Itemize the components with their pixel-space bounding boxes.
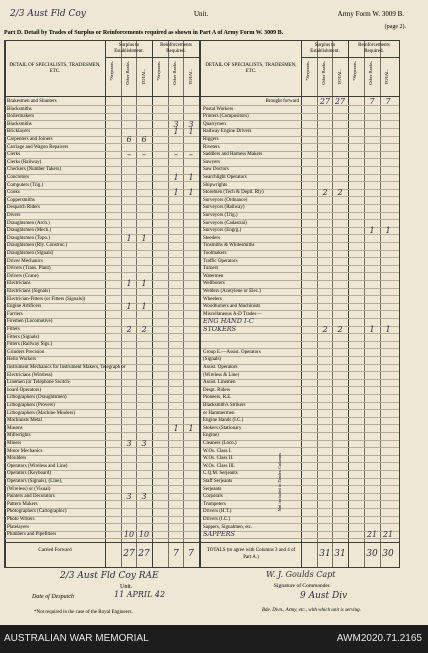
total-count: 30 — [366, 549, 378, 559]
trade-label: Fitters (Signals) — [7, 334, 40, 340]
trade-count: 1 — [173, 173, 179, 182]
trade-label: or Hammermen — [203, 410, 235, 416]
trade-label: STOKERS — [203, 325, 237, 333]
detail-heading-right: DETAIL OF SPECIALISTS, TRADESMEN, ETC. — [205, 63, 297, 74]
trade-label: Drivers (H.T.) — [203, 509, 232, 515]
trade-count: 3 — [126, 492, 132, 502]
trade-label: Clerks (Railway) — [7, 159, 42, 165]
trade-label: Operators (Keyboard) — [7, 471, 52, 477]
trade-label: Corporals — [203, 494, 223, 500]
col-serjeants: *Serjeants. — [352, 61, 357, 81]
trade-label: board Operators) — [7, 387, 42, 393]
trade-label: Draughtsmen (Arch.) — [7, 220, 50, 226]
trade-count: 21 — [366, 530, 378, 540]
formation-handwritten: 9 Aust Div — [300, 591, 348, 601]
trade-count: 27 — [334, 97, 346, 106]
trade-label: Drivers (Crane) — [7, 273, 39, 279]
caption-right: AWM2020.71.2165 — [336, 633, 422, 644]
reinforcements-heading-right: Reinforcements Required. — [358, 43, 390, 54]
trade-count: 1 — [126, 279, 132, 289]
total-count: 31 — [334, 549, 346, 559]
page-reference: (page 2). — [384, 24, 406, 30]
trade-label: Painters and Decorators — [7, 494, 55, 500]
trade-label: Driver Mechanics — [7, 258, 43, 264]
archive-caption — [0, 625, 428, 653]
trade-label: Storemen (Tech & Deptl. Rly) — [203, 190, 264, 196]
trade-label: Clerks — [7, 152, 21, 158]
trade-label: Tinsmiths & Whitesmiths — [203, 243, 255, 249]
trade-label: Surveyors (Cadastral) — [203, 220, 247, 226]
trade-count: 1 — [173, 188, 179, 198]
trade-label — [203, 334, 299, 341]
trade-count: 27 — [319, 97, 331, 106]
total-label: TOTALS (to agree with Columns 3 and 4 of Part A.) — [206, 548, 296, 560]
trade-label: Draughtsmen (Topo.) — [7, 235, 50, 241]
trade-label: Wheelers — [203, 296, 222, 302]
total-count: 27 — [138, 549, 150, 559]
trade-count: 1 — [173, 127, 179, 137]
trade-label: Turners — [203, 266, 219, 272]
trade-count: – — [142, 150, 146, 160]
trade-count: 1 — [126, 302, 132, 312]
trade-count: 3 — [126, 439, 132, 448]
trade-count: 2 — [322, 188, 328, 198]
trade-label: Millwrights — [7, 433, 31, 439]
trade-label: Cleaners (Loco.) — [203, 441, 237, 446]
formation-label: Bde. Divn., Army, etc., with which unit is serving. — [262, 608, 361, 613]
total-count: 27 — [123, 549, 135, 559]
trade-label: Serjeants — [203, 486, 222, 492]
trade-count: 1 — [369, 325, 375, 334]
trade-label: Surveyors (Ordnance) — [203, 197, 248, 203]
trade-label: Concretors — [7, 175, 29, 180]
row-rule — [201, 538, 399, 539]
footer-unit-label: Unit. — [120, 584, 133, 590]
trade-label: Lithographers (Provers) — [7, 403, 55, 408]
trade-label: Engine) — [203, 433, 219, 439]
col-serjeants: *Serjeants. — [156, 61, 161, 81]
trade-label — [203, 341, 299, 348]
trade-label: Coppersmiths — [7, 197, 35, 203]
trade-label: Plumbers and Pipefitters — [7, 532, 57, 538]
trade-label: Checkers (Number Takers) — [7, 167, 61, 173]
trade-label: Saddlers and Harness Makers — [203, 152, 263, 158]
date-label: Date of Despatch — [32, 594, 74, 600]
trade-count: 1 — [141, 279, 147, 289]
col-other-ranks: Other Ranks. — [321, 61, 326, 85]
unit-label: Unit. — [194, 10, 209, 18]
trade-label: Surveyors (Railway) — [203, 205, 245, 211]
trade-label: Searchlight Operators — [203, 175, 247, 180]
trade-label: Operators (Wireless and Line) — [7, 463, 68, 469]
trade-count: 7 — [369, 97, 375, 106]
col-other-ranks: Other Ranks. — [172, 61, 177, 85]
trade-label: Despatch Riders — [7, 205, 40, 211]
trade-label: Linemen (or Telephone Switch- — [7, 380, 71, 386]
total-count: 7 — [173, 549, 179, 559]
trade-count: 10 — [123, 530, 135, 540]
trade-count: 2 — [141, 325, 147, 334]
trade-count: 1 — [385, 325, 391, 334]
trade-label: Riveters — [203, 144, 220, 150]
trade-label: Fitters — [7, 327, 20, 332]
trade-count: 1 — [188, 127, 194, 137]
trade-count: 6 — [126, 135, 132, 144]
trade-label: Surveyors (Trig.) — [203, 213, 238, 218]
trade-label: Brakesmen and Shunters — [7, 99, 57, 104]
trade-label: Electricians (Signals) — [7, 289, 50, 294]
trade-label: Photographers (Cartographic) — [7, 509, 67, 515]
trade-label: Fitters (Railway Sigs.) — [7, 342, 53, 348]
trade-label: Quarrymen — [203, 121, 226, 127]
trade-label: Trumpeters — [203, 501, 226, 507]
signature-handwritten: W. J. Goulds Capt — [266, 570, 336, 579]
col-other-ranks: Other Ranks. — [125, 61, 130, 85]
form-footer — [4, 568, 398, 625]
trade-label: Computers (Trig.) — [7, 182, 44, 188]
trade-label: Photo Writers — [7, 517, 35, 522]
trade-label: SAPPERS — [203, 530, 235, 539]
trade-label: Divers — [7, 213, 21, 218]
signature-label: Signature of Commander. — [274, 583, 331, 589]
trade-count: 1 — [141, 233, 147, 243]
trade-label: (Signals) — [203, 357, 222, 363]
date-handwritten: 11 APRIL 42 — [114, 590, 166, 599]
trade-label: Operators (Signals), (Line), — [7, 479, 63, 484]
detail-heading-left: DETAIL OF SPECIALISTS, TRADESMEN, ETC. — [9, 63, 101, 74]
trade-label: Pioneers, R.E. — [203, 395, 232, 401]
trade-count: – — [189, 150, 193, 160]
col-serjeants: *Serjeants. — [305, 61, 310, 81]
trade-label: Blacksmiths — [7, 121, 32, 127]
col-total: TOTAL. — [188, 69, 193, 85]
part-title: Part D. Detail by Trades of Surplus or Reinforcements required as shown in Part A of Army Form W. 3009 B. — [4, 30, 284, 36]
trade-count: 1 — [141, 302, 147, 312]
trade-label: Postal Workers — [203, 106, 234, 112]
trade-count: 1 — [385, 226, 391, 236]
trade-label: Lithographers (Draughtsmen) — [7, 395, 67, 401]
surplus-heading-left: Surplus to Establishment. — [114, 43, 144, 54]
trade-label: Carriage and Wagon Repairers — [7, 144, 69, 150]
trade-label: Steeders — [203, 235, 220, 241]
trade-count: 21 — [382, 530, 394, 540]
trade-label: Lithographers (Machine Minders) — [7, 410, 76, 416]
trade-label: Cooks — [7, 190, 20, 196]
trade-label: Shipwrights — [203, 182, 228, 188]
trade-label: Railway Engine Drivers — [203, 129, 252, 135]
trade-label: Assist. Linemen — [203, 380, 236, 386]
trade-label: Engine Hands (I.C.) — [203, 418, 244, 424]
trade-label: Instrument Mechanics for Instrument Makers, Telegraph or — [7, 365, 126, 370]
trade-label: Welders (Acetylene or Elec.) — [203, 289, 261, 294]
trade-label: Grinders Precision — [7, 349, 45, 355]
col-other-ranks: Other Ranks. — [368, 61, 373, 85]
trade-count: 2 — [337, 325, 343, 334]
trade-label: Draughtsmen (Mech.) — [7, 228, 52, 234]
trade-label: Motor Mechanics — [7, 448, 43, 454]
trade-label: Helio Workers — [7, 357, 37, 363]
trade-count: 3 — [141, 439, 147, 448]
trade-count: 1 — [188, 173, 194, 182]
col-total: TOTAL. — [337, 69, 342, 85]
trade-label: Electrician-Fitters (or Fitters (Signals)) — [7, 296, 86, 302]
trade-count: 6 — [141, 135, 147, 144]
trade-label: Woodturners and Machinists — [203, 304, 261, 310]
total-count: 7 — [188, 549, 194, 559]
trade-label: Drivers (I.C.) — [203, 517, 231, 522]
trade-label: Drivers (Trans. Plant) — [7, 266, 51, 272]
col-serjeants: *Serjeants. — [109, 61, 114, 81]
reinforcements-heading-left: Reinforcements Required. — [160, 43, 192, 54]
trade-label: Electricians (Wireless) — [7, 372, 53, 378]
col-total: TOTAL. — [384, 69, 389, 85]
total-count: 31 — [319, 549, 331, 559]
trade-label: Bricklayers — [7, 129, 31, 135]
trade-label: Draughtsmen (Rly. Construc.) — [7, 243, 68, 249]
trade-label: Miscellaneous A-D Trades— — [203, 311, 262, 317]
trade-count: 1 — [126, 233, 132, 243]
trade-label: Moulders — [7, 456, 27, 462]
trade-label: Printers (Compositors) — [203, 114, 249, 120]
trade-count: 2 — [322, 325, 328, 334]
trade-label: Brought forward — [265, 99, 299, 104]
trade-label: Blacksmith's Strikers — [203, 403, 246, 408]
trade-label: Group E.—Assist. Operators — [203, 349, 261, 355]
trade-label: Draughtsmen (Signals) — [7, 251, 54, 256]
trade-count: 1 — [369, 226, 375, 236]
trade-label: Miners — [7, 441, 22, 446]
trade-label: Sappers, Signalmen, etc. — [203, 524, 253, 530]
total-rule — [5, 542, 399, 543]
header-rule — [105, 57, 199, 58]
trade-label: Toolmakers — [203, 251, 227, 256]
trade-count: 2 — [337, 188, 343, 198]
trade-label: Farriers — [7, 311, 23, 317]
trade-label: W.Os. Class II. — [203, 456, 234, 462]
trade-count: 10 — [138, 530, 150, 540]
trade-label: Traffic Operators — [203, 258, 238, 264]
unit-handwritten: 2/3 Aust Fld Coy — [10, 9, 86, 19]
trade-count: 1 — [188, 423, 194, 433]
trade-count: 3 — [188, 119, 194, 129]
surplus-heading-right: Surplus to Establishment. — [310, 43, 340, 54]
trade-count: 3 — [141, 492, 147, 502]
trade-label: W.Os. Class III. — [203, 463, 235, 469]
trade-label: Electricians — [7, 281, 31, 287]
footnote: *Not required in the case of the Royal Engineers. — [34, 610, 133, 615]
trade-label: (Wireless & Line) — [203, 372, 240, 378]
trade-label: Surveyors (Engrg.) — [203, 228, 242, 234]
row-rule — [5, 538, 199, 539]
trade-label: Stokers (Stationary — [203, 425, 242, 431]
trade-label: Despt. Riders — [203, 387, 231, 393]
trades-table — [4, 40, 400, 568]
trade-label: Carpenters and Joiners — [7, 137, 53, 142]
form-header — [4, 9, 424, 23]
trade-label: Saw Doctors — [203, 167, 229, 173]
trade-label: C.Q.M. Serjeants — [203, 471, 238, 477]
header-rule — [301, 57, 399, 58]
total-label: Carried Forward — [38, 548, 72, 553]
trade-label: W.Os. Class I. — [203, 448, 232, 454]
trade-count: 7 — [385, 97, 391, 106]
trade-label: Platelayers — [7, 524, 29, 530]
trade-label: Sawyers — [203, 159, 220, 165]
trade-label: ENG HAND I-C — [203, 317, 254, 326]
total-count: 30 — [382, 549, 394, 559]
trade-label: Watermen — [203, 273, 224, 279]
form-title: Army Form W. 3009 B. — [337, 10, 404, 18]
trade-label: Boilermakers — [7, 114, 34, 120]
trade-count: 3 — [173, 119, 179, 129]
trade-label: Machinists Metal — [7, 418, 42, 424]
trade-label: Staff Serjeants — [203, 479, 233, 484]
trade-label: Pattern Makers — [7, 501, 38, 507]
trade-label: Riggers — [203, 137, 219, 142]
trade-count: 1 — [188, 188, 194, 198]
trade-label: Wellborers — [203, 281, 225, 287]
trade-label: Engine Artificers — [7, 304, 42, 310]
trade-count: – — [174, 150, 178, 160]
caption-left: AUSTRALIAN WAR MEMORIAL — [4, 633, 149, 644]
trade-count: 1 — [173, 423, 179, 433]
trade-label: Firemen (Locomotive) — [7, 319, 53, 325]
trade-label: Assist. Operators — [203, 365, 238, 370]
trade-count: – — [127, 150, 131, 160]
col-total: TOTAL. — [141, 69, 146, 85]
trade-count: 2 — [126, 325, 132, 334]
footer-unit-handwritten: 2/3 Aust Fld Coy RAE — [60, 571, 159, 581]
trade-label: Masons — [7, 425, 23, 431]
trade-label: (Wireless) or (Visual) — [7, 486, 51, 492]
not-included-note: Not included in Trades Columns — [277, 453, 282, 512]
trade-label: Blacksmiths — [7, 106, 32, 112]
